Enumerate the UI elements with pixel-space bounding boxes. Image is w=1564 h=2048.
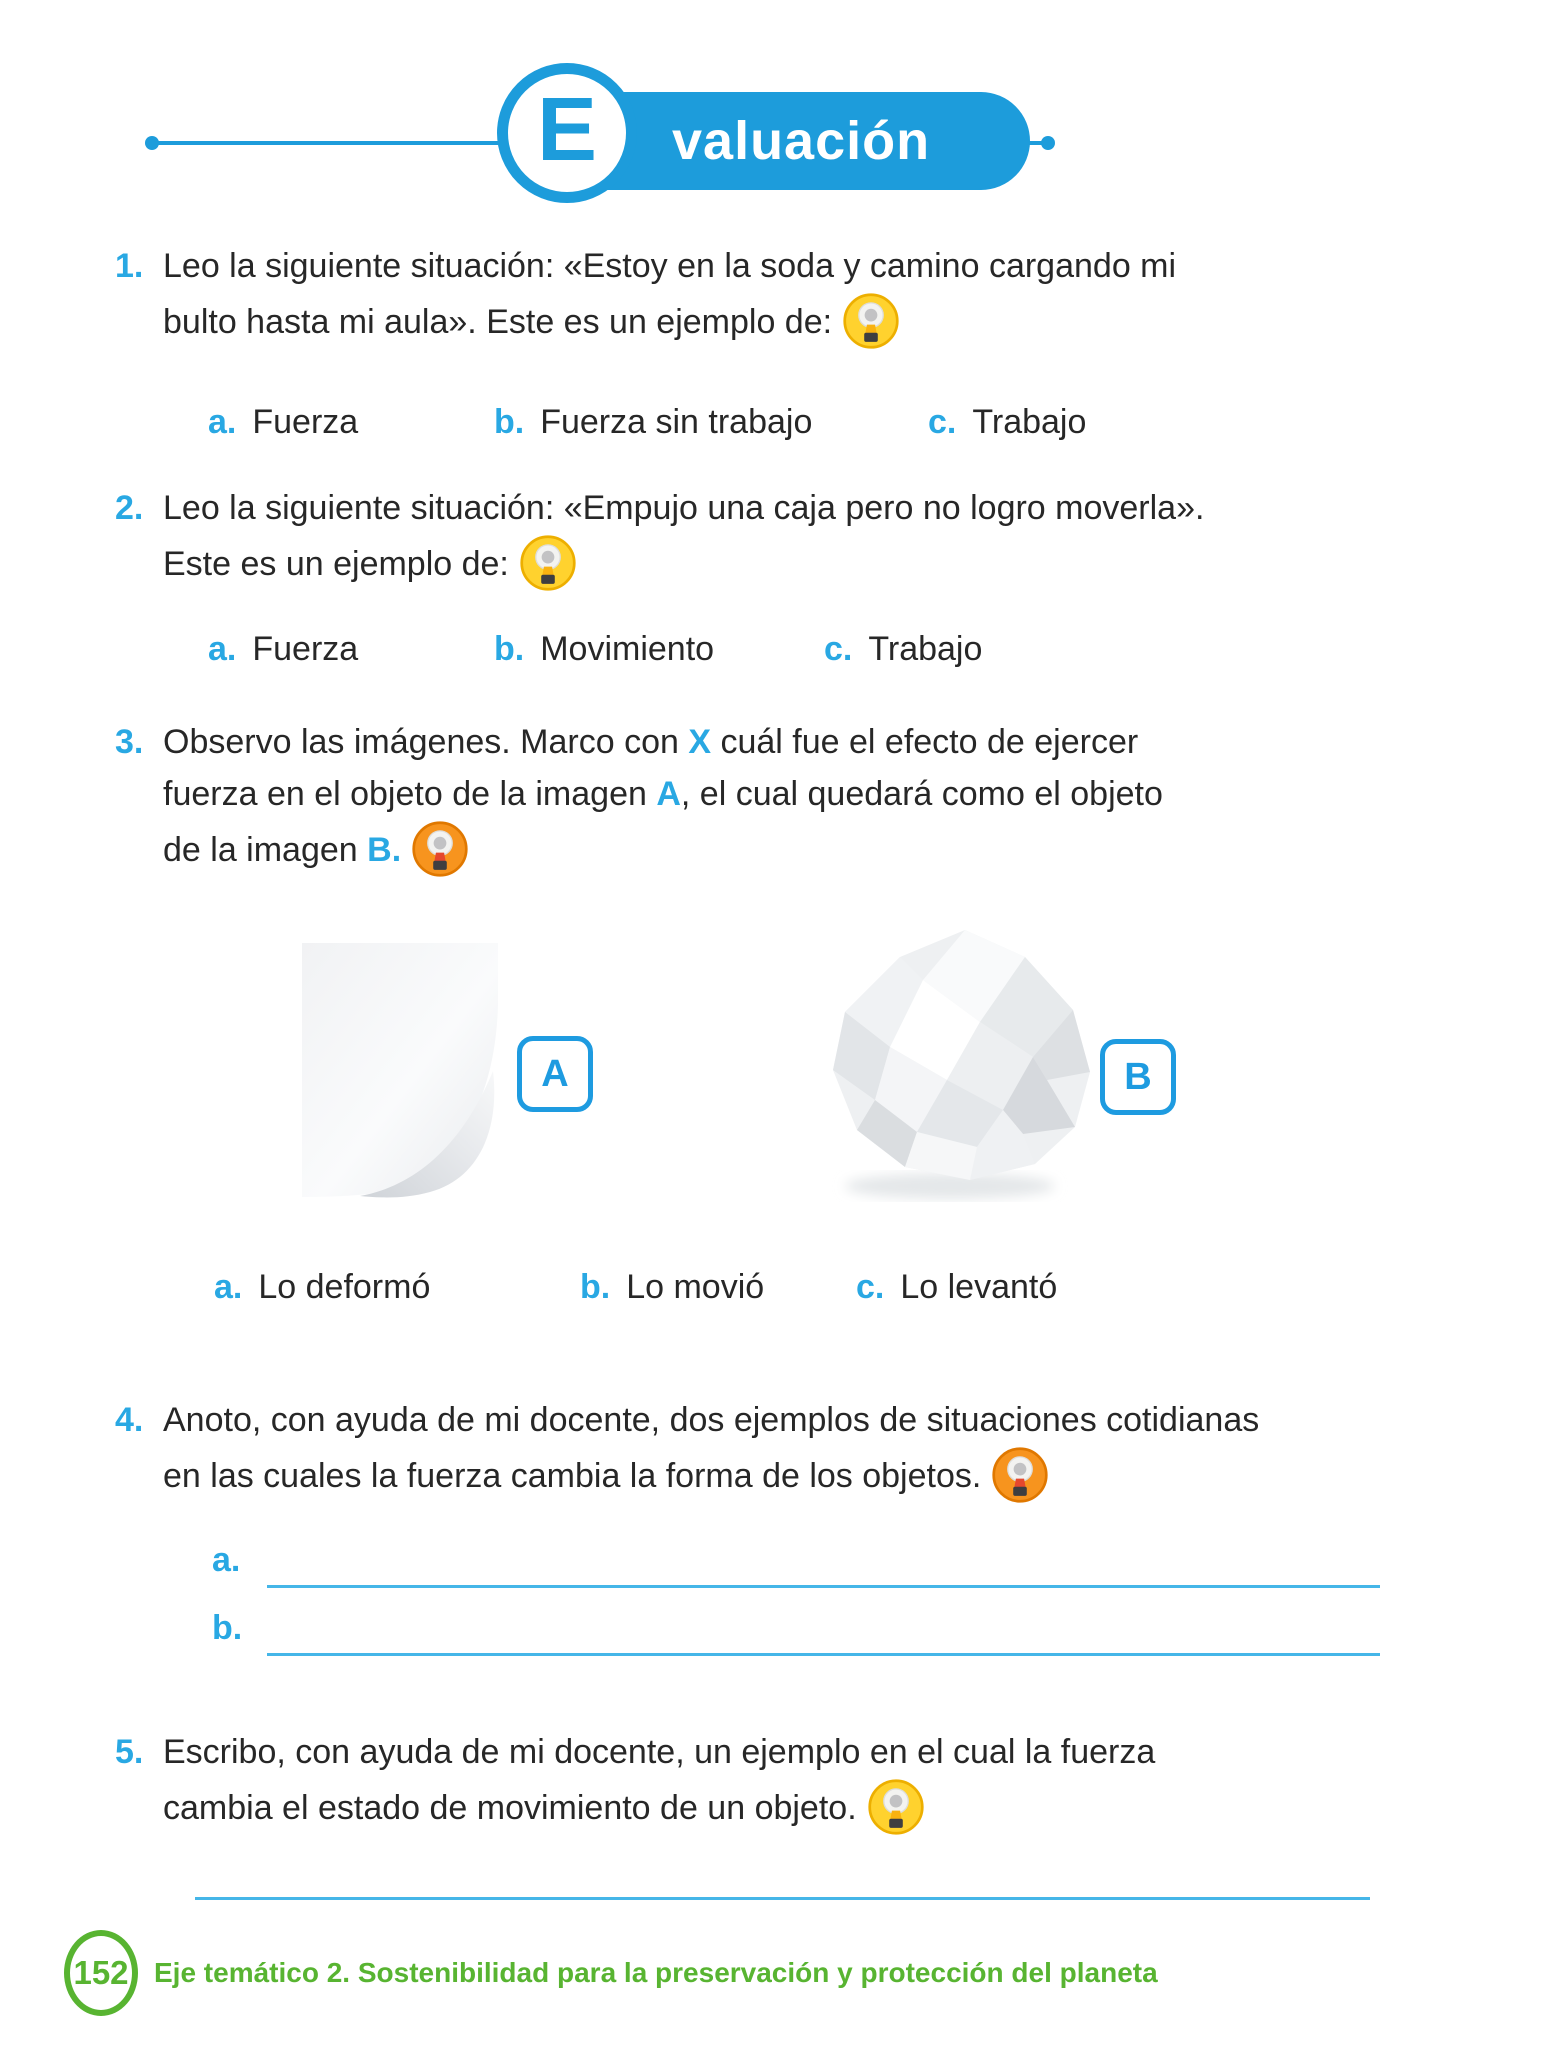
question-text: Leo la siguiente situación: «Empujo una caja pero no logro moverla». Este es un ejemplo de:	[163, 482, 1388, 592]
lightbulb-icon	[411, 820, 469, 878]
option-c[interactable]: c. Lo levantó	[856, 1268, 1058, 1306]
option-c[interactable]: c. Trabajo	[824, 630, 983, 668]
banner-initial-letter: E	[536, 80, 598, 180]
blank-row-b: b.	[163, 1588, 1388, 1656]
option-b[interactable]: b. Lo movió	[580, 1268, 765, 1306]
question-4	[115, 1394, 1388, 1656]
image-label-a: A	[517, 1036, 593, 1112]
page-footer	[64, 1930, 1158, 2016]
answer-line[interactable]	[195, 1866, 1370, 1900]
option-c[interactable]: c. Trabajo	[928, 403, 1087, 441]
crumpled-paper-image	[795, 922, 1100, 1204]
question-text: Escribo, con ayuda de mi docente, un ejemplo en el cual la fuerza cambia el estado de movimiento de un objeto.	[163, 1726, 1388, 1836]
question-number: 3.	[115, 723, 144, 761]
options-row	[163, 623, 1388, 675]
option-a[interactable]: a. Fuerza	[208, 630, 359, 668]
question-3	[115, 716, 1388, 1313]
page-number-badge: 152	[64, 1930, 138, 2016]
mark-x: X	[688, 723, 712, 761]
header-rule-dot-right	[1041, 136, 1055, 150]
question-2	[115, 482, 1388, 675]
lightbulb-icon	[519, 534, 577, 592]
question-1	[115, 240, 1388, 448]
write-in-blanks	[163, 1520, 1388, 1656]
lightbulb-icon	[991, 1446, 1049, 1504]
banner-title: valuación	[672, 111, 931, 171]
lightbulb-icon	[867, 1778, 925, 1836]
header-rule-dot-left	[145, 136, 159, 150]
question-text: Observo las imágenes. Marco con X cuál fue el efecto de ejercer fuerza en el objeto de la imagen A, el cual quedará como el objeto de la imagen B.	[163, 716, 1388, 878]
answer-line-b[interactable]	[267, 1585, 1380, 1656]
question-text: Leo la siguiente situación: «Estoy en la soda y camino cargando mi bulto hasta mi aula». Este es un ejemplo de:	[163, 240, 1388, 350]
flat-paper-image	[300, 941, 500, 1199]
blank-row-a: a.	[163, 1520, 1388, 1588]
option-b[interactable]: b. Movimiento	[494, 630, 715, 668]
options-row	[163, 1261, 1388, 1313]
question-number: 4.	[115, 1401, 144, 1439]
mark-b: B.	[367, 831, 402, 869]
image-label-b: B	[1100, 1039, 1176, 1115]
comparison-images	[163, 920, 1388, 1202]
lightbulb-icon	[842, 292, 900, 350]
option-a[interactable]: a. Lo deformó	[214, 1268, 431, 1306]
question-5	[115, 1726, 1388, 1900]
question-number: 1.	[115, 247, 144, 285]
footer-theme-text: Eje temático 2. Sostenibilidad para la preservación y protección del planeta	[154, 1957, 1158, 1988]
banner-initial-circle	[497, 63, 637, 203]
answer-line-a[interactable]	[267, 1517, 1380, 1588]
options-row	[163, 396, 1388, 448]
question-number: 2.	[115, 489, 144, 527]
question-number: 5.	[115, 1733, 144, 1771]
option-a[interactable]: a. Fuerza	[208, 403, 359, 441]
question-text: Anoto, con ayuda de mi docente, dos ejemplos de situaciones cotidianas en las cuales la fuerza cambia la forma de los objetos.	[163, 1394, 1388, 1504]
option-b[interactable]: b. Fuerza sin trabajo	[494, 403, 813, 441]
mark-a: A	[656, 775, 681, 813]
